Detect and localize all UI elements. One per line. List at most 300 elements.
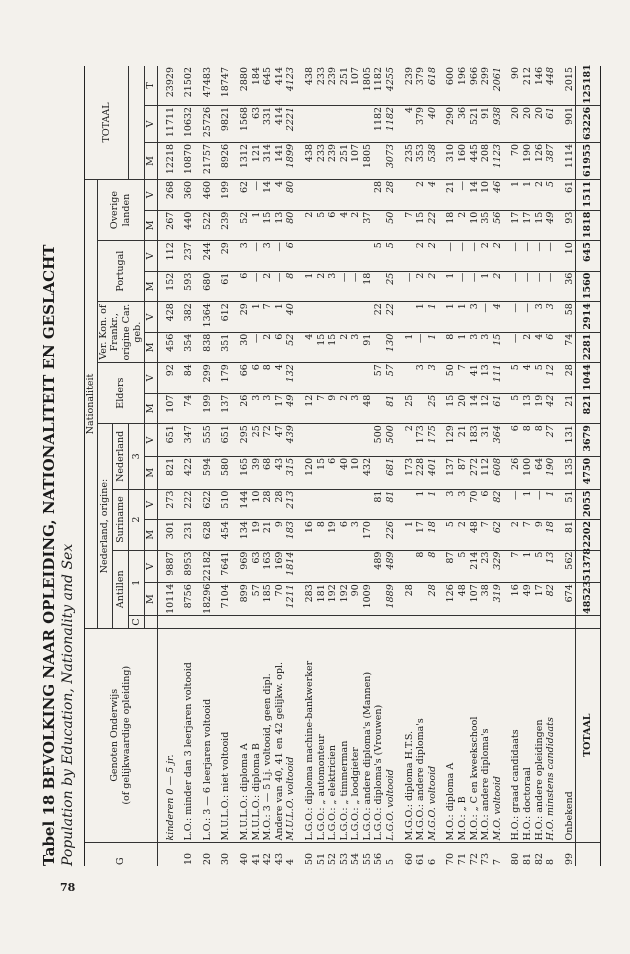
value-cell [297,179,316,210]
total-value-cell: 51378 [576,550,601,583]
value-cell: 445 [469,142,481,179]
value-cell [373,456,385,489]
value-cell: 199 [195,393,214,424]
value-cell: 1 [297,271,316,302]
value-cell: 37 [362,210,374,241]
value-cell: 239 [327,142,339,179]
value-cell: 50 [438,363,457,394]
value-cell: 600 [438,66,457,105]
value-cell: 111 [492,363,504,394]
value-cell: 382 [176,302,195,333]
value-cell: 17 [522,210,534,241]
value-cell: 20 [522,105,534,142]
value-cell: 1 [522,550,534,583]
value-cell [362,550,374,583]
value-cell: 84 [176,363,195,394]
value-cell: 179 [213,363,232,394]
value-cell [339,424,351,457]
row-label: H.O.: andere opleidingen [534,628,546,842]
nederland-header: Nederland [113,424,129,489]
value-cell: 2221 [285,105,297,142]
value-cell: 521 [469,105,481,142]
value-cell: 244 [195,241,214,272]
table-row [350,66,362,866]
value-cell: 48 [362,393,374,424]
value-cell: 379 [415,105,427,142]
value-cell: 141 [274,142,286,179]
row-code: 8 [545,858,557,865]
value-cell [339,179,351,210]
total-value-cell: 645 [576,241,601,272]
value-cell: 120 [297,456,316,489]
value-cell: 5 [373,241,385,272]
c-cell [522,615,534,628]
value-cell: 20 [503,105,522,142]
value-cell: 5 [545,179,557,210]
value-cell: 239 [327,66,339,105]
value-cell: 49 [285,393,297,424]
value-cell: — [457,179,469,210]
value-cell [327,105,339,142]
table-row [427,66,439,866]
value-cell: 7 [503,550,522,583]
value-cell: 7104 [213,583,232,616]
value-cell: 969 [232,550,251,583]
table-row [195,66,214,866]
value-cell: 91 [480,105,492,142]
row-label: L.G.O.: „ automonteur [316,628,328,842]
sex-header-cell: M [144,456,157,489]
value-cell: 208 [480,142,492,179]
value-cell: 18 [545,520,557,551]
value-cell: 81 [385,393,397,424]
value-cell: 3 [350,393,362,424]
value-cell: 42 [545,393,557,424]
table-row [339,66,351,866]
value-cell: 21 [262,520,274,551]
value-cell: 72 [262,424,274,457]
value-cell [316,105,328,142]
value-cell: 6 [274,332,286,363]
value-cell: 10 [469,210,481,241]
value-cell [297,424,316,457]
row-label: M.U.L.O.: diploma B [251,628,263,842]
row-code: 10 [183,852,195,865]
table-row [503,66,522,866]
value-cell [339,105,351,142]
value-cell [397,550,416,583]
c-cell [576,615,601,628]
value-cell: 387 [545,142,557,179]
value-cell: 28 [262,489,274,520]
value-cell: 81 [557,520,576,551]
value-cell: 18296 [195,583,214,616]
value-cell: 364 [492,424,504,457]
value-cell: 500 [385,424,397,457]
value-cell: 121 [251,142,263,179]
value-cell: 40 [285,302,297,333]
table-row [274,66,286,866]
value-cell: 3 [251,393,263,424]
value-cell: 331 [262,105,274,142]
row-label: L.G.O.: andere diploma's (Mannen) [362,628,374,842]
value-cell: 3 [438,489,457,520]
value-cell: — [457,271,469,302]
row-label: kinderen 0 — 5 jr. [157,628,176,842]
value-cell: 5 [503,363,522,394]
c-cell [297,615,316,628]
value-cell: — [274,271,286,302]
row-code: 99 [563,852,575,865]
value-cell: 7 [316,393,328,424]
value-cell: 132 [285,363,297,394]
value-cell: 64 [534,456,546,489]
value-cell: 137 [438,456,457,489]
value-cell: 651 [157,424,176,457]
row-code: 5 [385,858,397,865]
value-cell: 1 [545,489,557,520]
value-cell: 36 [557,271,576,302]
value-cell: 2 [415,241,427,272]
value-cell: 8756 [176,583,195,616]
total-code [576,842,601,866]
row-label: M.G.O.: diploma H.T.S. [397,628,416,842]
group-number-2: 2 [129,489,145,550]
row-code: 81 [522,852,533,865]
value-cell: 112 [157,241,176,272]
value-cell: 212 [522,66,534,105]
value-cell: — [274,241,286,272]
value-cell [350,302,362,333]
value-cell: 93 [557,210,576,241]
value-cell: 2 [457,520,469,551]
value-cell [350,550,362,583]
value-cell [397,179,416,210]
value-cell: 2 [339,332,351,363]
value-cell: 25 [251,424,263,457]
value-cell [397,241,416,272]
value-cell: 165 [232,456,251,489]
c-cell [557,615,576,628]
value-cell: 1 [415,302,427,333]
value-cell: 3 [415,363,427,394]
value-cell: 22 [427,210,439,241]
value-cell: 510 [213,489,232,520]
table-row [557,66,576,866]
table-title: Tabel 18 BEVOLKING NAAR OPLEIDING, NATIONALITEIT EN GESLACHT [40,244,58,866]
value-cell: 314 [262,142,274,179]
value-cell: 196 [457,66,469,105]
value-cell: — [251,241,263,272]
value-cell: 354 [176,332,195,363]
value-cell: 1 [397,520,416,551]
value-cell: 1 [397,332,416,363]
value-cell: 2 [297,210,316,241]
c-cell [373,615,385,628]
value-cell: 10 [251,489,263,520]
value-cell: 1114 [557,142,576,179]
value-cell: 3 [545,302,557,333]
value-cell: 135 [557,456,576,489]
value-cell [373,142,385,179]
value-cell: — [397,271,416,302]
value-cell [350,179,362,210]
value-cell: 4255 [385,66,397,105]
total-value-cell: 2202 [576,520,601,551]
value-cell: 299 [195,363,214,394]
value-cell [327,424,339,457]
value-cell: 17 [415,520,427,551]
value-cell: 41 [469,363,481,394]
value-cell: 612 [213,302,232,333]
value-cell: 454 [213,520,232,551]
value-cell: 6 [545,332,557,363]
value-cell: 347 [176,424,195,457]
row-label: L.O.: 3 — 6 leerjaren voltooid [195,628,214,842]
value-cell [316,489,328,520]
value-cell: 68 [262,456,274,489]
value-cell: 2 [316,271,328,302]
value-cell: 87 [438,550,457,583]
row-code: 20 [201,852,213,865]
value-cell: 608 [492,456,504,489]
value-cell: 9821 [213,105,232,142]
value-cell: 10870 [176,142,195,179]
value-cell: 58 [557,302,576,333]
value-cell: 4 [339,210,351,241]
value-cell: 10 [480,179,492,210]
value-cell: 3 [469,332,481,363]
value-cell: 538 [427,142,439,179]
row-label: L.G.O.: „ loodgieter [350,628,362,842]
c-cell [232,615,251,628]
value-cell [297,363,316,394]
value-cell: 360 [176,179,195,210]
value-cell: 7 [397,210,416,241]
value-cell: 8953 [176,550,195,583]
value-cell: 2 [427,241,439,272]
value-cell: 2 [522,332,534,363]
value-cell [350,241,362,272]
value-cell: — [350,271,362,302]
value-cell: 9887 [157,550,176,583]
value-cell: 2015 [557,66,576,105]
value-cell: 8 [415,550,427,583]
sex-header-cell: M [144,393,157,424]
value-cell [297,105,316,142]
value-cell: 290 [438,105,457,142]
value-cell: 251 [339,142,351,179]
c-cell [339,615,351,628]
total-value-cell: 821 [576,393,601,424]
value-cell: 8926 [213,142,232,179]
value-cell [339,489,351,520]
row-code: 43 [273,852,285,865]
value-cell: 1 [457,332,469,363]
value-cell: 460 [195,179,214,210]
value-cell: 500 [373,424,385,457]
value-cell: 555 [195,424,214,457]
value-cell: 414 [274,66,286,105]
row-label: M.U.L.O.: niet voltooid [213,628,232,842]
total-value-cell: 1511 [576,179,601,210]
table-subtitle: Population by Education, Nationality and Sex [60,543,76,866]
row-code: 73 [480,852,492,865]
value-cell: 1 [438,302,457,333]
value-cell: 651 [213,424,232,457]
value-cell [362,424,374,457]
table-row [157,66,176,866]
value-cell [373,210,385,241]
table-row [213,66,232,866]
value-cell: 22 [385,302,397,333]
value-cell: 87 [457,456,469,489]
value-cell: 14 [469,393,481,424]
total-spacer [129,66,145,179]
row-label: H.O.: graad candidaats [503,628,522,842]
value-cell: 2 [262,332,274,363]
value-cell: 628 [195,520,214,551]
value-cell: 562 [557,550,576,583]
value-cell: 3 [350,332,362,363]
value-cell: 681 [385,456,397,489]
value-cell: 8 [285,271,297,302]
total-value-cell: 2055 [576,489,601,520]
value-cell: 175 [427,424,439,457]
value-cell: 295 [232,424,251,457]
value-cell: — [251,332,263,363]
value-cell: — [522,302,534,333]
table-row [438,66,457,866]
value-cell: 22 [373,302,385,333]
value-cell: — [469,271,481,302]
value-cell: 2880 [232,66,251,105]
value-cell: 13 [274,210,286,241]
value-cell: 1009 [362,583,374,616]
row-code: 55 [361,852,373,865]
value-cell: 80 [285,179,297,210]
table-row [285,66,297,866]
value-cell: 821 [157,456,176,489]
value-cell [297,550,316,583]
table-row [262,66,274,866]
value-cell: 47483 [195,66,214,105]
value-cell: 107 [350,66,362,105]
value-cell [373,393,385,424]
value-cell: 1182 [373,66,385,105]
value-cell: 47 [274,424,286,457]
value-cell: 15 [415,210,427,241]
value-cell: 4 [297,332,316,363]
code-column-header: G [85,842,158,866]
value-cell: 1312 [232,142,251,179]
table-row [251,66,263,866]
value-cell: 938 [492,105,504,142]
c-cell [176,615,195,628]
value-cell: 17 [503,210,522,241]
total-value-cell: 48523 [576,583,601,616]
value-cell: 137 [213,393,232,424]
value-cell: 8 [438,332,457,363]
row-label: L.G.O. voltooid [385,628,397,842]
value-cell: 131 [557,424,576,457]
value-cell: 4 [522,363,534,394]
value-cell: 20 [457,393,469,424]
value-cell [316,302,328,333]
value-cell: 5 [385,241,397,272]
value-cell: 1 [251,210,263,241]
row-label: M.G.O. voltooid [427,628,439,842]
table-row [492,66,504,866]
row-label: M.U.L.O. voltooid [285,628,297,842]
c-cell [327,615,339,628]
value-cell: 10632 [176,105,195,142]
value-cell: 163 [262,550,274,583]
value-cell: 1 [457,302,469,333]
value-cell [362,363,374,394]
row-label: Onbekend [557,628,576,842]
value-cell: 422 [176,456,195,489]
value-cell: 5 [534,550,546,583]
value-cell: 12 [545,363,557,394]
table-row [297,66,316,866]
value-cell: 169 [274,550,286,583]
sex-header-cell: T [144,66,157,105]
value-cell: 7 [480,520,492,551]
value-cell: 10114 [157,583,176,616]
value-cell: 126 [534,142,546,179]
value-cell: 428 [157,302,176,333]
value-cell: 22182 [195,550,214,583]
value-cell: 18 [362,271,374,302]
value-cell: 432 [362,456,374,489]
value-cell: 13 [522,393,534,424]
value-cell: 12 [480,393,492,424]
value-cell: 15 [316,332,328,363]
value-cell: 440 [176,210,195,241]
value-cell: 28 [373,179,385,210]
value-cell: 39 [251,456,263,489]
value-cell: 2 [350,210,362,241]
sex-header-cell: V [144,241,157,272]
value-cell [297,302,316,333]
value-cell: 214 [469,550,481,583]
value-cell: 112 [480,456,492,489]
value-cell [316,363,328,394]
value-cell: 48 [469,520,481,551]
value-cell: 4 [534,332,546,363]
c-cell [534,615,546,628]
value-cell: 91 [362,332,374,363]
row-label: H.O.: doctoraal [522,628,534,842]
value-cell: 57 [385,363,397,394]
value-cell: 966 [469,66,481,105]
value-cell: 28 [274,489,286,520]
value-cell: — [503,271,522,302]
sex-header-cell: V [144,424,157,457]
value-cell: 222 [176,489,195,520]
value-cell: 190 [522,142,534,179]
value-cell: 2 [534,179,546,210]
row-code: 70 [445,852,457,865]
sex-header-cell: M [144,583,157,616]
portugal-header: Portugal [97,241,144,302]
value-cell: 6 [503,424,522,457]
value-cell: 438 [297,142,316,179]
value-cell: 329 [492,550,504,583]
value-cell: 170 [362,520,374,551]
c-cell [480,615,492,628]
